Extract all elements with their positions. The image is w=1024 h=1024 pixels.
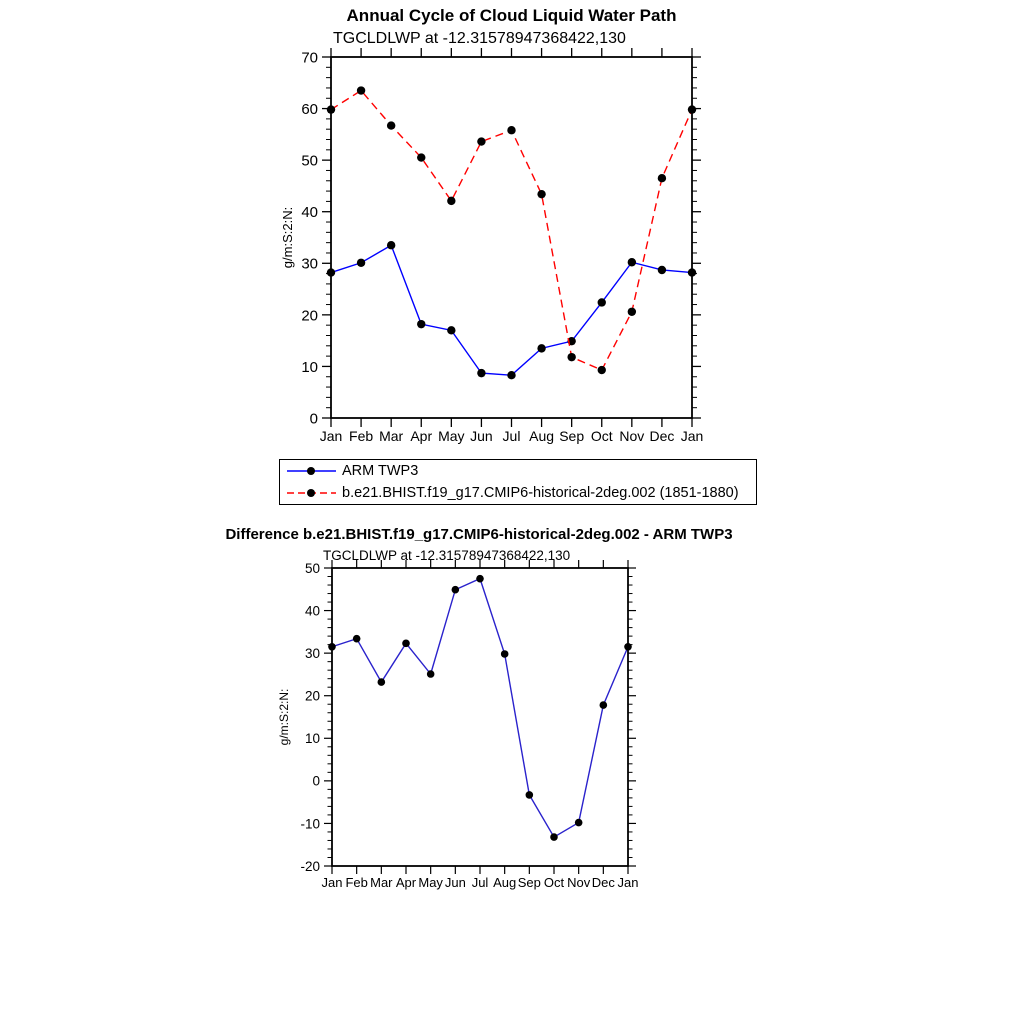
data-point-marker	[327, 268, 335, 276]
data-point-marker	[417, 320, 425, 328]
legend-label-model-run: b.e21.BHIST.f19_g17.CMIP6-historical-2deg.002 (1851-1880)	[342, 485, 739, 501]
x-tick-label: Aug	[529, 428, 555, 444]
y-tick-label: 30	[301, 255, 318, 273]
x-tick-label: Jan	[321, 875, 343, 890]
x-tick-label: Jun	[444, 875, 466, 890]
y-tick-label: 60	[301, 100, 318, 118]
data-point-marker	[658, 266, 666, 274]
data-point-marker	[357, 259, 365, 267]
y-tick-label: -20	[300, 858, 320, 874]
y-tick-label: 70	[301, 49, 318, 67]
x-tick-label: Feb	[345, 875, 368, 890]
data-point-marker	[387, 121, 395, 129]
y-tick-label: 20	[304, 688, 320, 704]
data-point-marker	[447, 197, 455, 205]
x-tick-label: Jun	[470, 428, 493, 444]
data-point-marker	[526, 791, 534, 799]
x-tick-label: May	[418, 875, 443, 890]
data-point-marker	[447, 326, 455, 334]
y-tick-label: -10	[300, 816, 320, 832]
data-point-marker	[417, 153, 425, 161]
data-point-marker	[658, 174, 666, 182]
chart-subtitle-difference: TGCLDLWP at -12.31578947368422,130	[323, 548, 571, 563]
x-tick-label: Jul	[471, 875, 489, 890]
y-axis-label: g/m:S:2:N:	[280, 206, 295, 269]
x-tick-label: Jan	[617, 875, 639, 890]
data-point-marker	[624, 643, 632, 651]
data-point-marker	[427, 670, 435, 678]
x-tick-label: Mar	[370, 875, 393, 890]
data-point-marker	[477, 137, 485, 145]
data-point-marker	[688, 105, 696, 113]
legend-item-arm-twp3	[286, 460, 756, 482]
legend-label-arm-twp3: ARM TWP3	[342, 463, 419, 479]
data-point-marker	[327, 105, 335, 113]
data-point-marker	[402, 640, 410, 648]
data-point-marker	[688, 268, 696, 276]
legend-sample-marker	[307, 489, 315, 497]
x-tick-label: Apr	[410, 428, 433, 444]
data-point-marker	[477, 369, 485, 377]
y-tick-label: 50	[301, 152, 318, 170]
data-point-marker	[598, 366, 606, 374]
data-point-marker	[387, 241, 395, 249]
legend-sample-marker	[307, 467, 315, 475]
difference-plot	[277, 560, 638, 890]
x-tick-label: Dec	[591, 875, 615, 890]
annual-cycle-plot	[280, 48, 703, 444]
data-point-marker	[550, 833, 558, 841]
y-tick-label: 10	[304, 731, 320, 747]
data-point-marker	[537, 190, 545, 198]
x-tick-label: Jan	[319, 428, 343, 444]
chart-title-difference: Difference b.e21.BHIST.f19_g17.CMIP6-historical-2deg.002 - ARM TWP3	[225, 526, 733, 543]
y-tick-label: 10	[301, 358, 318, 376]
y-tick-label: 0	[309, 410, 318, 428]
plot-frame	[332, 568, 628, 866]
series-line	[332, 579, 628, 837]
x-tick-label: Mar	[379, 428, 404, 444]
x-tick-label: Sep	[559, 428, 585, 444]
y-tick-label: 0	[312, 773, 320, 789]
data-point-marker	[353, 635, 361, 643]
plot-frame	[331, 57, 692, 418]
x-tick-label: Oct	[590, 428, 613, 444]
data-point-marker	[628, 258, 636, 266]
data-point-marker	[628, 308, 636, 316]
x-tick-label: Aug	[493, 875, 517, 890]
y-tick-label: 20	[301, 307, 318, 325]
x-tick-label: May	[438, 428, 465, 444]
x-tick-label: Feb	[349, 428, 374, 444]
data-point-marker	[600, 701, 608, 709]
data-point-marker	[476, 575, 484, 583]
x-tick-label: Apr	[395, 875, 417, 890]
data-point-marker	[537, 344, 545, 352]
data-point-marker	[507, 371, 515, 379]
legend-line-sample-solid-icon	[286, 465, 338, 477]
y-tick-label: 50	[304, 560, 320, 576]
data-point-marker	[567, 353, 575, 361]
legend-item-model-run	[286, 482, 756, 504]
x-tick-label: Nov	[619, 428, 645, 444]
data-point-marker	[328, 643, 336, 651]
data-point-marker	[575, 819, 583, 827]
x-tick-label: Dec	[649, 428, 675, 444]
x-tick-label: Jul	[502, 428, 521, 444]
x-tick-label: Jan	[680, 428, 704, 444]
y-tick-label: 40	[304, 603, 320, 619]
legend-box	[279, 459, 757, 505]
y-tick-label: 40	[301, 204, 318, 222]
x-tick-label: Sep	[517, 875, 541, 890]
data-point-marker	[452, 586, 460, 594]
data-point-marker	[378, 678, 386, 686]
y-tick-label: 30	[304, 646, 320, 662]
chart-subtitle-annual-cycle: TGCLDLWP at -12.31578947368422,130	[333, 30, 626, 47]
data-point-marker	[501, 650, 509, 658]
series-line	[331, 245, 692, 375]
data-point-marker	[357, 86, 365, 94]
x-tick-label: Oct	[543, 875, 565, 890]
y-axis-label: g/m:S:2:N:	[277, 688, 291, 746]
data-point-marker	[598, 298, 606, 306]
chart-title-annual-cycle: Annual Cycle of Cloud Liquid Water Path	[346, 6, 677, 25]
x-tick-label: Nov	[567, 875, 591, 890]
legend-line-sample-dashed-icon	[286, 487, 338, 499]
data-point-marker	[507, 126, 515, 134]
